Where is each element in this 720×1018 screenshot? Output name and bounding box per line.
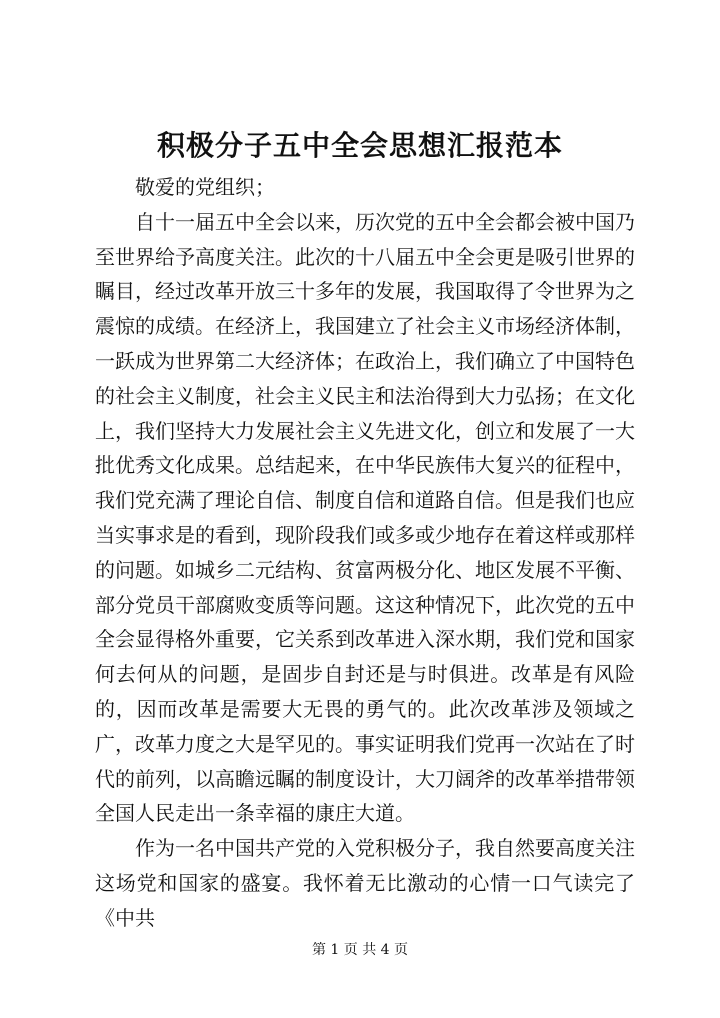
document-title: 积极分子五中全会思想汇报范本: [156, 129, 563, 162]
paragraph-2: 作为一名中国共产党的入党积极分子，我自然要高度关注这场党和国家的盛宴。我怀着无比激动的心情一口气读完了《中共: [95, 836, 635, 930]
paragraph-1: 自十一届五中全会以来，历次党的五中全会都会被中国乃至世界给予高度关注。此次的十八届五中全会更是吸引世界的瞩目，经过改革开放三十多年的发展，我国取得了令世界为之震惊的成绩。在经济上，我国建立了社会主义市场经济体制，一跃成为世界第二大经济体；在政治上，我们确立了中国特色的社会主义制度，社会主义民主和法治得到大力弘扬；在文化上，我们坚持大力发展社会主义先进文化，创立和发展了一大批优秀文化成果。总结起来，在中华民族伟大复兴的征程中，我们党充满了理论自信、制度自信和道路自信。但是我们也应当实事求是的看到，现阶段我们或多或少地存在着这样或那样的问题。如城乡二元结构、贫富两极分化、地区发展不平衡、部分党员干部腐败变质等问题。这这种情况下，此次党的五中全会显得格外重要，它关系到改革进入深水期，我们党和国家何去何从的问题，是固步自封还是与时俱进。改革是有风险的，因而改革是需要大无畏的勇气的。此次改革涉及领域之广，改革力度之大是罕见的。事实证明我们党再一次站在了时代的前列，以高瞻远瞩的制度设计，大刀阔斧的改革举措带领全国人民走出一条幸福的康庄大道。: [95, 209, 635, 826]
salutation: 敬爱的党组织；: [135, 175, 275, 199]
page-footer: 第 1 页 共 4 页: [311, 942, 409, 958]
document-body: [95, 170, 635, 936]
